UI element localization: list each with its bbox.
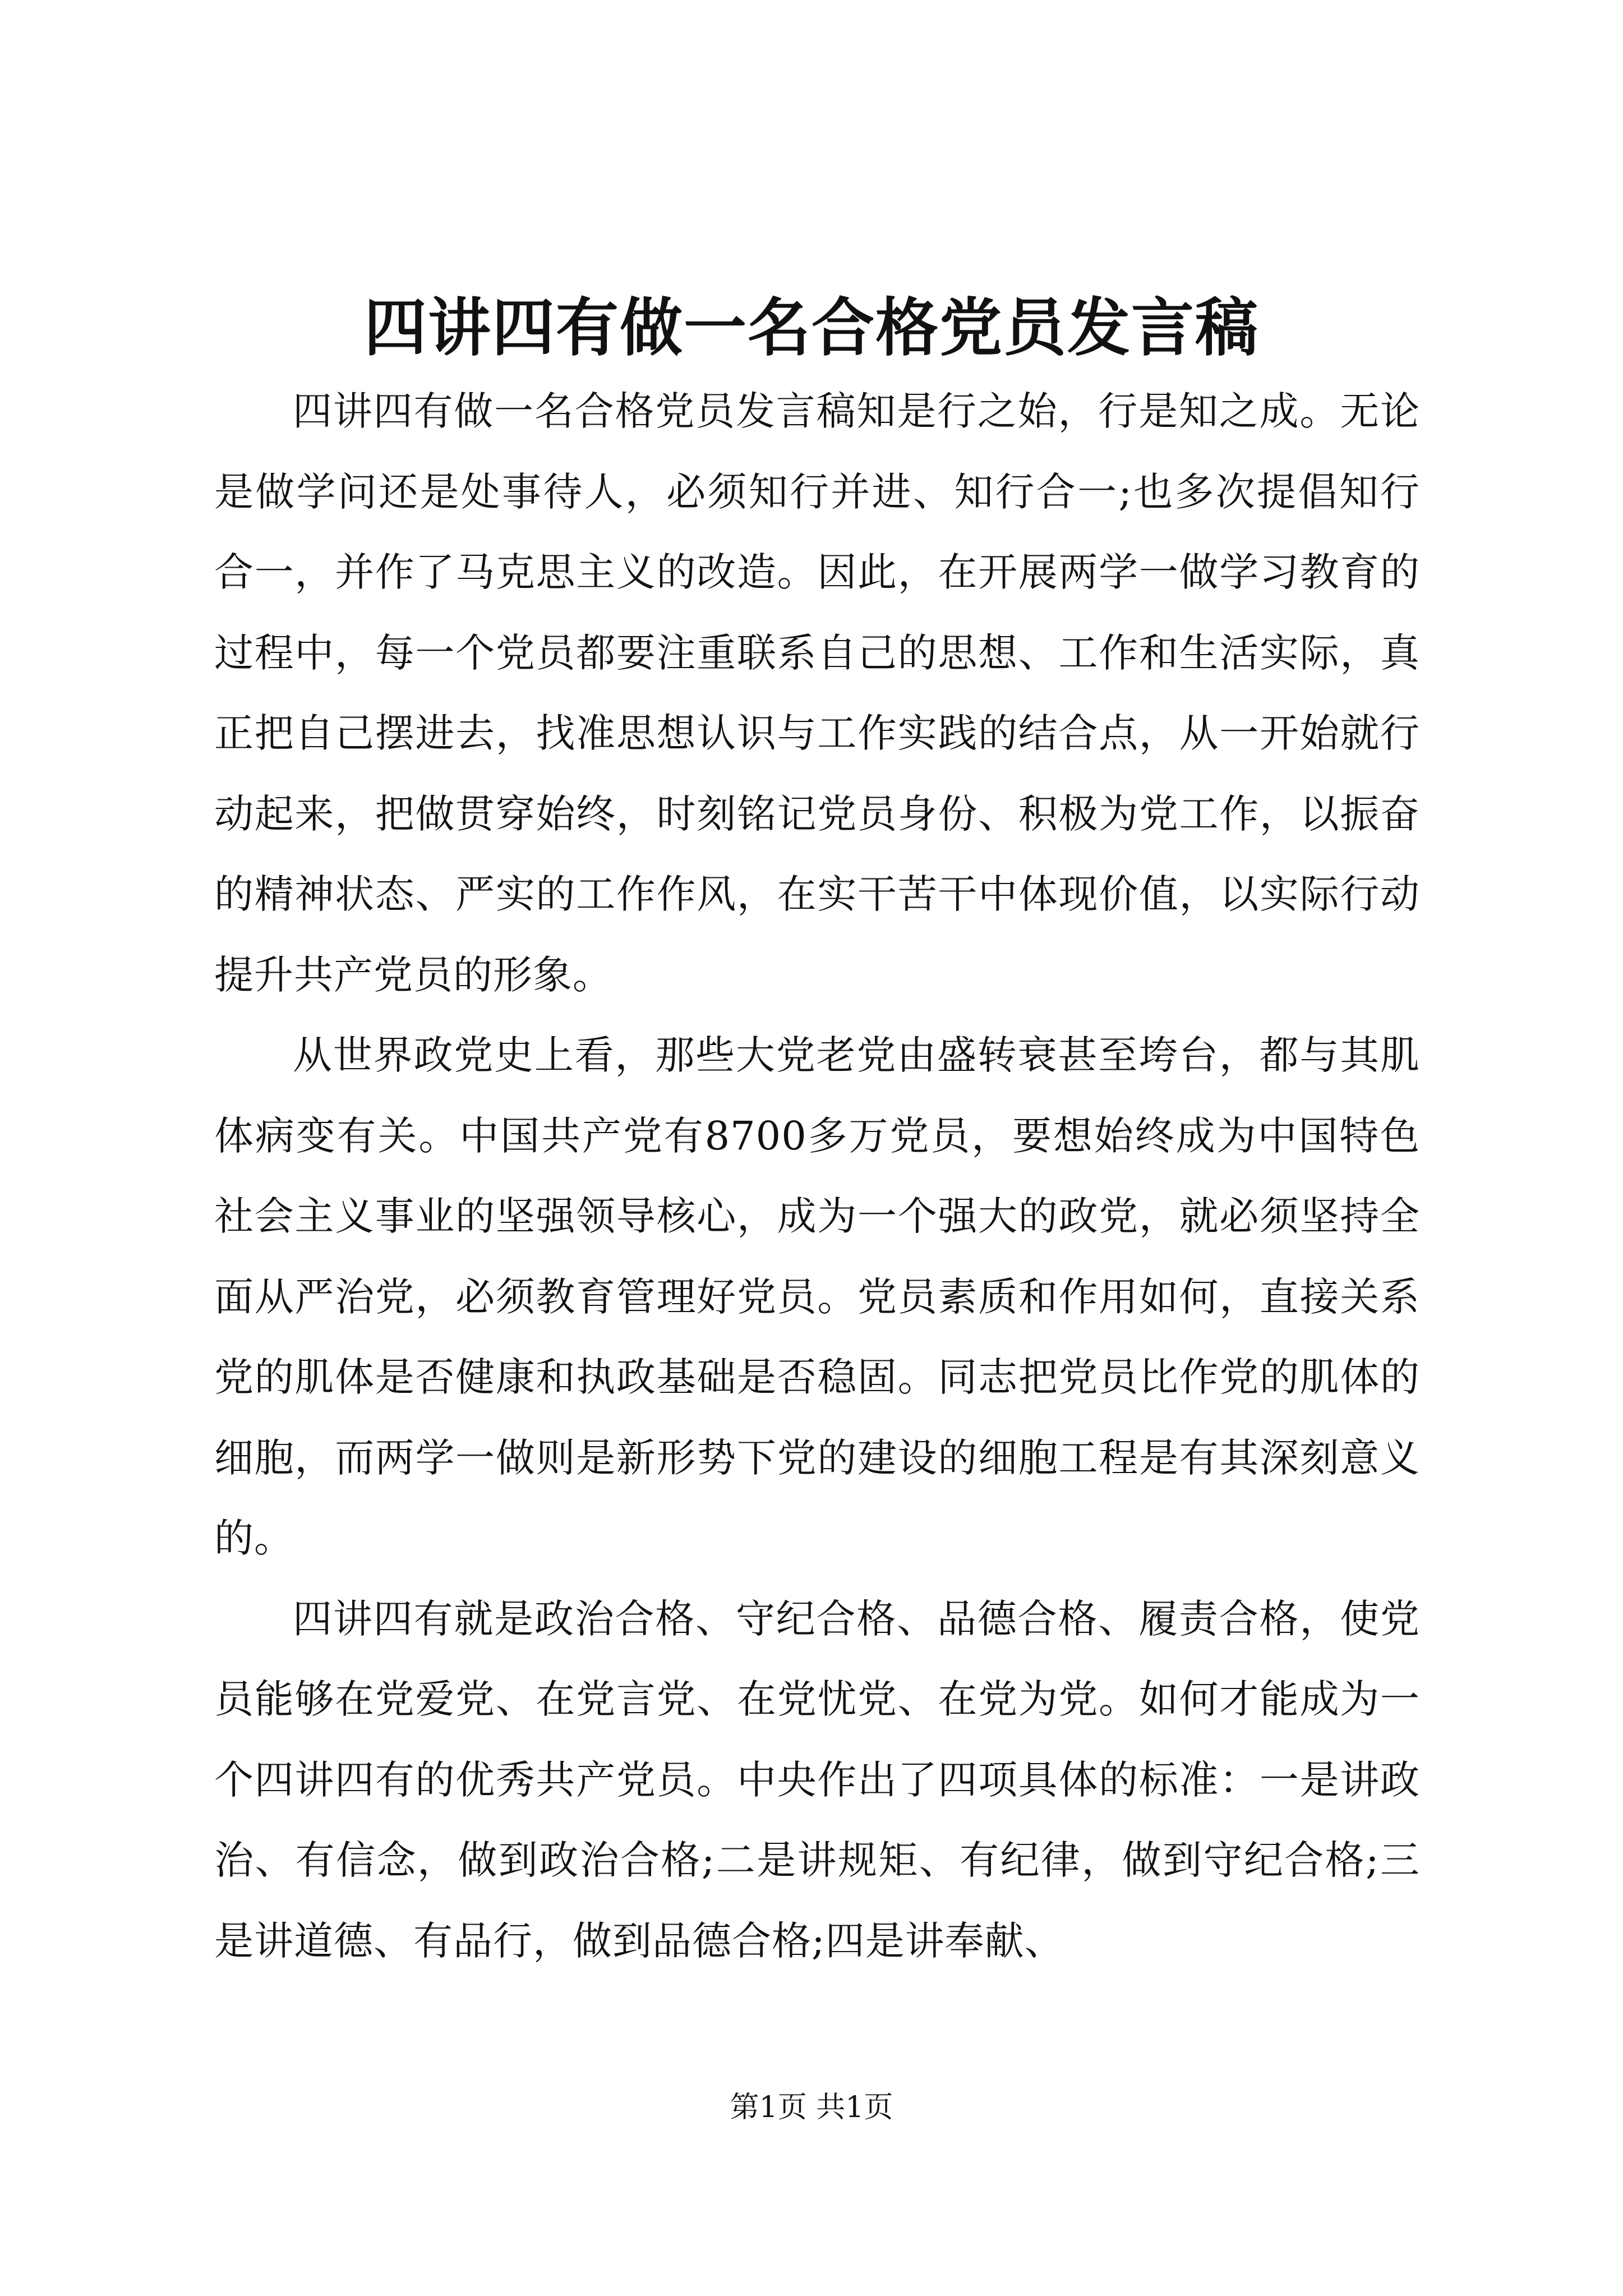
paragraph-1: 四讲四有做一名合格党员发言稿知是行之始，行是知之成。无论是做学问还是处事待人，必须知行并进、知行合一;也多次提倡知行合一，并作了马克思主义的改造。因此，在开展两学一做学习教育的过程中，每一个党员都要注重联系自己的思想、工作和生活实际，真正把自己摆进去，找准思想认识与工作实践的结合点，从一开始就行动起来，把做贯穿始终，时刻铭记党员身份、积极为党工作，以振奋的精神状态、严实的工作作风，在实干苦干中体现价值，以实际行动提升共产党员的形象。	[214, 388, 1420, 998]
page-number-footer: 第1页 共1页	[730, 2091, 893, 2124]
document-title: 四讲四有做一名合格党员发言稿	[364, 291, 1259, 365]
document-body	[214, 371, 1420, 1981]
paragraph-2: 从世界政党史上看，那些大党老党由盛转衰甚至垮台，都与其肌体病变有关。中国共产党有8700多万党员，要想始终成为中国特色社会主义事业的坚强领导核心，成为一个强大的政党，就必须坚持全面从严治党，必须教育管理好党员。党员素质和作用如何，直接关系党的肌体是否健康和执政基础是否稳固。同志把党员比作党的肌体的细胞，而两学一做则是新形势下党的建设的细胞工程是有其深刻意义的。	[214, 1032, 1420, 1561]
paragraph-3: 四讲四有就是政治合格、守纪合格、品德合格、履责合格，使党员能够在党爱党、在党言党、在党忧党、在党为党。如何才能成为一个四讲四有的优秀共产党员。中央作出了四项具体的标准：一是讲政治、有信念，做到政治合格;二是讲规矩、有纪律，做到守纪合格;三是讲道德、有品行，做到品德合格;四是讲奉献、	[214, 1595, 1420, 1964]
